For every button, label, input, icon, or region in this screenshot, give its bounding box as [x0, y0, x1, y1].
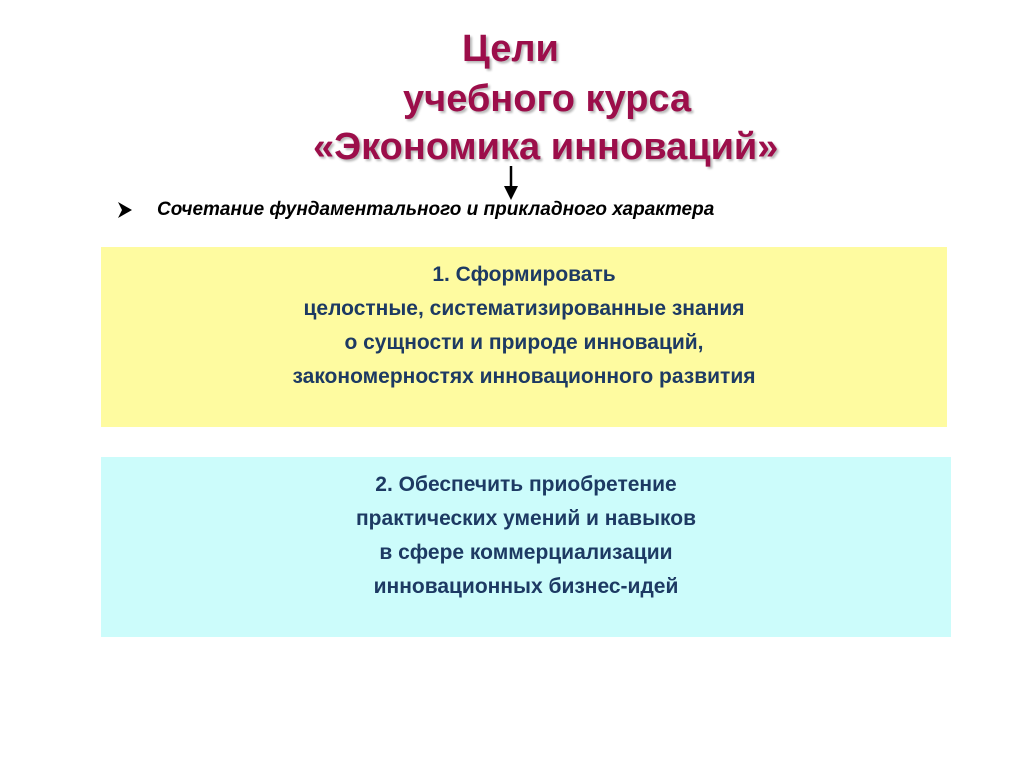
goal-1-line-3: о сущности и природе инноваций,: [344, 331, 704, 354]
slide-title-line-3: «Экономика инноваций»: [313, 126, 779, 168]
goal-box-2: [101, 457, 951, 637]
goal-2-line-4: инновационных бизнес-идей: [373, 575, 679, 598]
goal-box-1: [101, 247, 947, 427]
goal-1-line-2: целостные, систематизированные знания: [303, 297, 745, 320]
goal-1-line-1: 1. Сформировать: [432, 263, 616, 286]
goal-2-line-1: 2. Обеспечить приобретение: [375, 473, 677, 496]
goal-2-line-2: практических умений и навыков: [356, 507, 696, 530]
slide-title-line-1: Цели: [462, 28, 559, 70]
slide-title-line-2: учебного курса: [403, 78, 692, 120]
goal-1-line-4: закономерностях инновационного развития: [292, 365, 756, 388]
arrowhead-bullet-icon: [118, 202, 132, 218]
bullet-text: Сочетание фундаментального и прикладного характера: [157, 199, 715, 220]
bullet-item: [118, 194, 714, 226]
goal-2-line-3: в сфере коммерциализации: [379, 541, 673, 564]
